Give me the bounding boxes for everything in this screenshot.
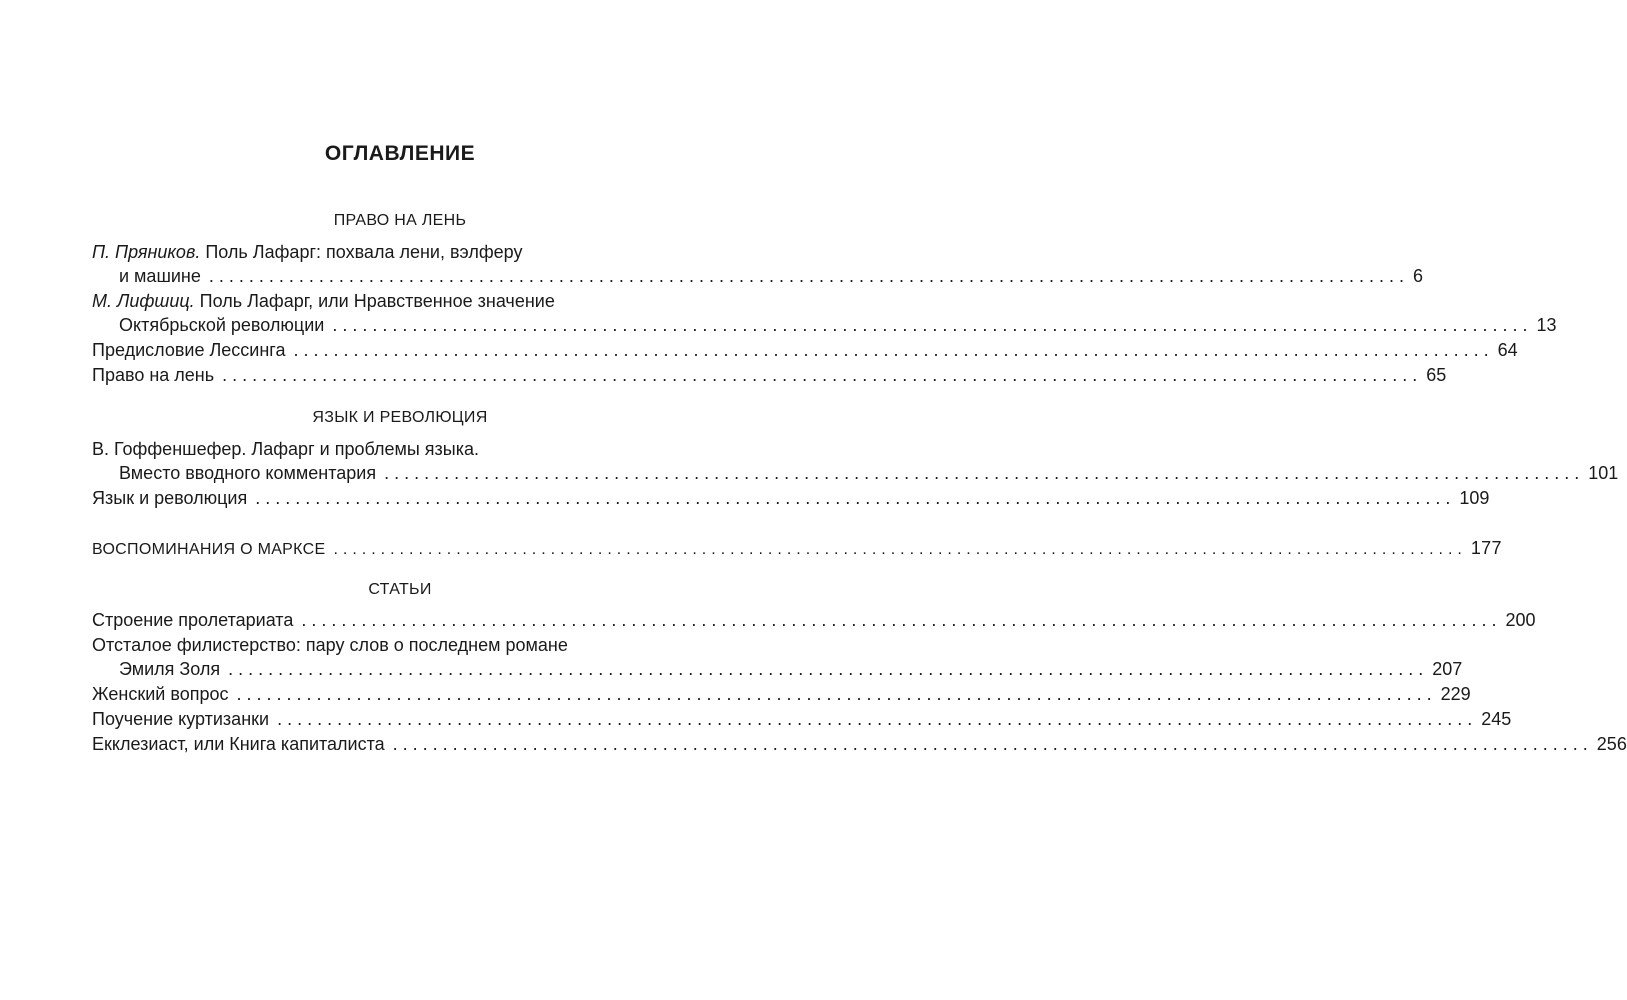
- toc-entry-10-page: 229: [1440, 684, 1471, 704]
- page-title: ОГЛАВЛЕНИЕ: [324, 142, 476, 165]
- toc-entry-3-page: 64: [1497, 340, 1518, 360]
- toc-entry-2-author: М. Лифшиц.: [92, 291, 195, 311]
- toc-entry-12-page: 256: [1596, 734, 1627, 754]
- toc-entry-3: [92, 338, 1518, 362]
- toc-entry-12: [92, 732, 1627, 756]
- section-heading-pravo-na-len: ПРАВО НА ЛЕНЬ: [333, 212, 467, 229]
- toc-entry-2-line1: [92, 289, 708, 313]
- leader-dots: ........................................................................................................................: [384, 463, 1585, 483]
- leader-dots: ........................................................................................................................: [332, 315, 1533, 335]
- toc-entry-1-title-cont: и машине: [119, 266, 201, 286]
- toc-entry-5-page: 101: [1588, 463, 1619, 483]
- toc-entry-6-title: Язык и революция: [92, 488, 248, 508]
- toc-entry-1-line2: [119, 264, 1424, 288]
- toc-entry-8-title: Строение пролетариата: [92, 610, 294, 630]
- toc-entry-1-author: П. Пряников.: [92, 242, 201, 262]
- leader-dots: ........................................................................................................................: [228, 659, 1429, 679]
- leader-dots: ........................................................................................................................: [255, 488, 1456, 508]
- toc-entry-6-page: 109: [1459, 488, 1490, 508]
- toc-entry-8-page: 200: [1505, 610, 1536, 630]
- toc-entry-1-page: 6: [1413, 266, 1424, 286]
- toc-entry-5-line1: В. Гоффеншефер. Лафарг и проблемы языка.: [92, 439, 480, 459]
- toc-entry-11-page: 245: [1481, 709, 1512, 729]
- leader-dots: ........................................................................................................................: [236, 684, 1437, 704]
- toc-entry-2-title: Поль Лафарг, или Нравственное значение: [199, 291, 555, 311]
- leader-dots: ........................................................................................................................: [333, 541, 1467, 558]
- toc-entry-11: [92, 707, 1512, 731]
- toc-entry-11-title: Поучение куртизанки: [92, 709, 270, 729]
- toc-entry-9-title-cont: Эмиля Золя: [119, 659, 221, 679]
- toc-entry-2-line2: [119, 313, 1557, 337]
- leader-dots: ........................................................................................................................: [222, 365, 1423, 385]
- toc-entry-8: [92, 608, 1536, 632]
- toc-entry-1-title: Поль Лафарг: похвала лени, вэлферу: [205, 242, 523, 262]
- section-heading-yazyk-i-revolyutsiya: ЯЗЫК И РЕВОЛЮЦИЯ: [312, 409, 488, 426]
- toc-entry-2-title-cont: Октябрьской революции: [119, 315, 325, 335]
- leader-dots: ........................................................................................................................: [293, 340, 1494, 360]
- toc-entry-7-title: ВОСПОМИНАНИЯ О МАРКСЕ: [92, 541, 326, 558]
- toc-entry-4: [92, 363, 1447, 387]
- toc-entry-2-page: 13: [1536, 315, 1557, 335]
- section-heading-stati: СТАТЬИ: [368, 581, 432, 598]
- toc-entry-3-title: Предисловие Лессинга: [92, 340, 286, 360]
- toc-entry-10: [92, 682, 1471, 706]
- toc-entry-4-title: Право на лень: [92, 365, 215, 385]
- toc-entry-9-line1: Отсталое филистерство: пару слов о последнем романе: [92, 635, 568, 655]
- toc-entry-5-title-cont: Вместо вводного комментария: [119, 463, 377, 483]
- toc-entry-7: [92, 536, 1502, 560]
- toc-entry-4-page: 65: [1426, 365, 1447, 385]
- toc-entry-6: [92, 486, 1490, 510]
- toc-entry-9-page: 207: [1432, 659, 1463, 679]
- leader-dots: ........................................................................................................................: [208, 266, 1410, 286]
- leader-dots: ........................................................................................................................: [277, 709, 1478, 729]
- toc-entry-12-title: Екклезиаст, или Книга капиталиста: [92, 734, 385, 754]
- leader-dots: ........................................................................................................................: [392, 734, 1593, 754]
- toc-entry-5-line2: [119, 461, 1619, 485]
- toc-entry-9-line2: [119, 657, 1463, 681]
- leader-dots: ........................................................................................................................: [301, 610, 1502, 630]
- toc-entry-10-title: Женский вопрос: [92, 684, 229, 704]
- toc-entry-7-page: 177: [1470, 538, 1502, 558]
- toc-entry-1-line1: [92, 240, 708, 264]
